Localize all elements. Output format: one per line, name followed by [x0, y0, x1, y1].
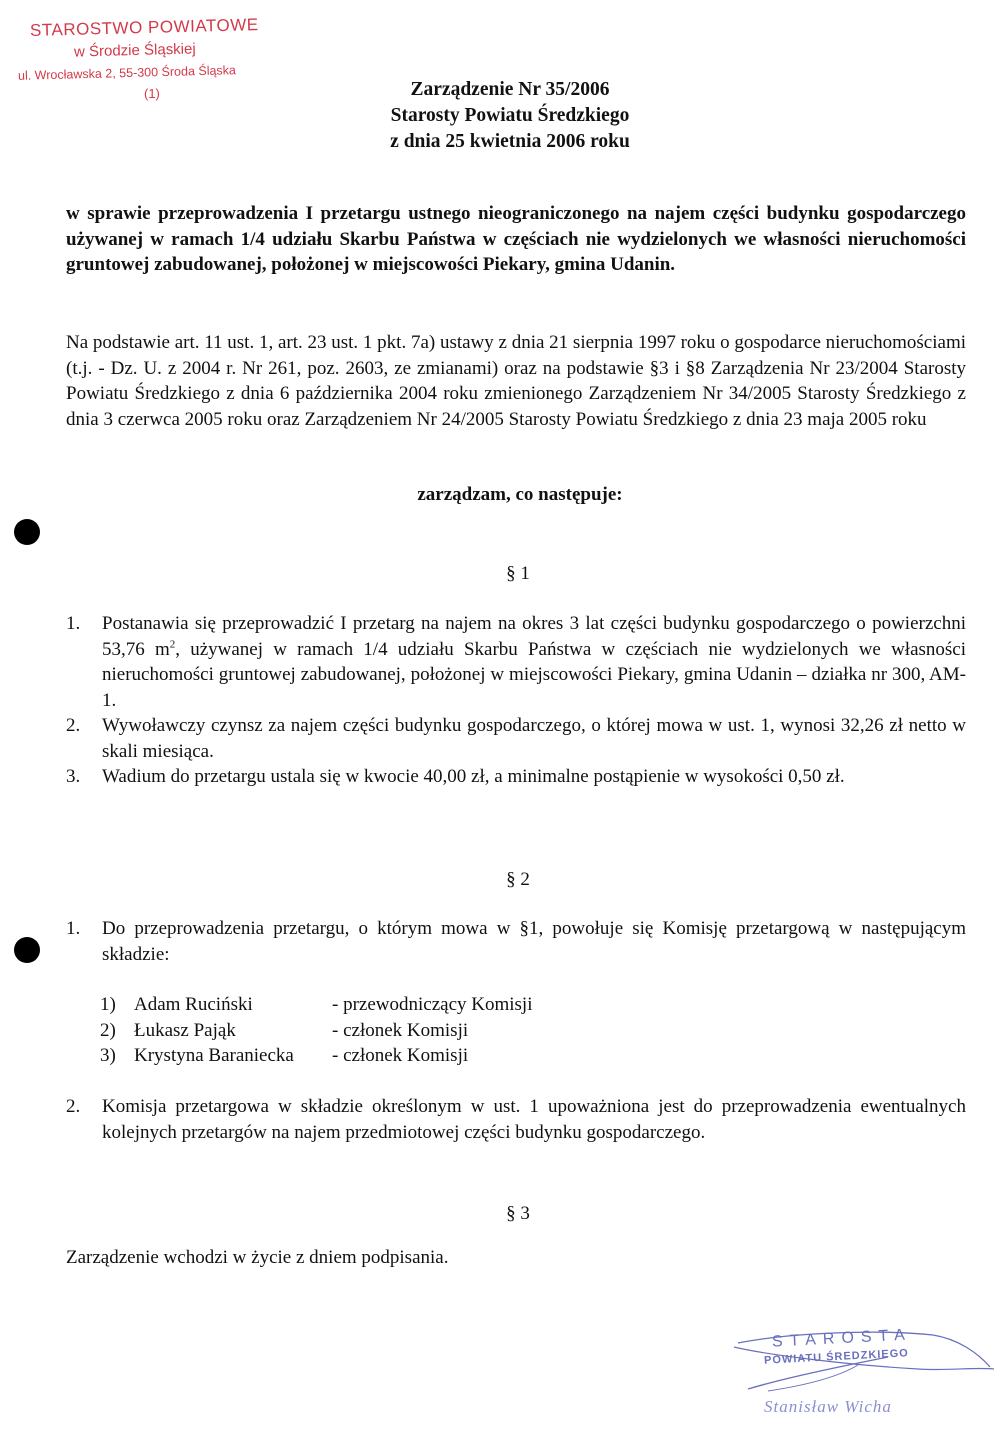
stamp-line-office: STAROSTWO POWIATOWE	[29, 15, 259, 40]
list-item	[66, 713, 966, 764]
section-1-list	[66, 611, 966, 790]
signature-title: STAROSTA	[771, 1326, 913, 1351]
section-2-mark: § 2	[506, 869, 530, 890]
member-name: Adam Ruciński	[134, 994, 253, 1015]
section-1-mark: § 1	[506, 563, 530, 584]
member-role: - członek Komisji	[332, 1019, 469, 1041]
item-number: 1.	[66, 918, 81, 939]
item-text: Postanawia się przeprowadzić I przetarg na najem na okres 3 lat części budynku gospodarczego o powierzchni 53,76 m	[102, 613, 966, 660]
committee-members	[100, 992, 532, 1069]
section-3-mark: § 3	[506, 1203, 530, 1224]
item-number: 2.	[66, 715, 81, 736]
member-row	[100, 992, 532, 1018]
item-text: Wadium do przetargu ustala się w kwocie 40,00 zł, a minimalne postąpienie w wysokości 0,50 zł.	[102, 766, 845, 787]
punch-hole	[14, 519, 40, 545]
list-item	[66, 1094, 966, 1145]
stamp-line-city: w Środzie Śląskiej	[73, 40, 196, 61]
decree-phrase: zarządzam, co następuje:	[417, 484, 623, 505]
member-row	[100, 1043, 532, 1069]
legal-basis: Na podstawie art. 11 ust. 1, art. 23 ust. 1 pkt. 7a) ustawy z dnia 21 sierpnia 1997 roku o gospodarce nieruchomościami (t.j. - Dz. U. z 2004 r. Nr 261, poz. 2603, ze zmianami) oraz na podstawie §3 i §8 Zarządzenia Nr 23/2004 Starosty Powiatu Średzkiego z dnia 6 października 2004 roku zmienionego Zarządzeniem Nr 34/2005 Starosty Średzkiego z dnia 3 czerwca 2005 roku oraz Zarządzeniem Nr 24/2005 Starosty Powiatu Średzkiego z dnia 23 maja 2005 roku	[66, 332, 967, 430]
list-item	[66, 764, 966, 790]
signatory-name: Stanisław Wicha	[764, 1397, 892, 1416]
signature-office: POWIATU ŚREDZKIEGO	[763, 1347, 910, 1367]
superscript: 2	[169, 638, 176, 651]
punch-hole	[14, 937, 40, 963]
section-2-list	[66, 916, 966, 967]
member-number: 2)	[100, 1019, 116, 1041]
item-number: 1.	[66, 613, 81, 634]
list-item	[66, 916, 966, 967]
member-name: Łukasz Pająk	[134, 1019, 236, 1041]
stamp-line-number: (1)	[144, 86, 160, 101]
item-text: Wywoławczy czynsz za najem części budynku gospodarczego, o której mowa w ust. 1, wynosi 32,26 zł netto w skali miesiąca.	[102, 715, 966, 762]
item-text: Komisja przetargowa w składzie określonym w ust. 1 upoważniona jest do przeprowadzenia ewentualnych kolejnych przetargów na najem przedmiotowej części budynku gospodarczego.	[102, 1096, 966, 1143]
member-name: Krystyna Baraniecka	[134, 1045, 294, 1066]
document-title: Zarządzenie Nr 35/2006	[410, 79, 610, 100]
member-number: 1)	[100, 994, 116, 1015]
item-number: 2.	[66, 1096, 81, 1117]
item-number: 3.	[66, 766, 81, 787]
stamp-line-address: ul. Wrocławska 2, 55-300 Środa Śląska	[17, 63, 237, 83]
list-item	[66, 611, 966, 713]
effective-clause: Zarządzenie wchodzi w życie z dniem podpisania.	[66, 1247, 449, 1268]
member-role: - członek Komisji	[332, 1045, 469, 1066]
member-number: 3)	[100, 1045, 116, 1066]
document-header	[250, 77, 770, 155]
document-date: z dnia 25 kwietnia 2006 roku	[390, 131, 630, 152]
section-2-list-continued	[66, 1094, 966, 1145]
document-issuer: Starosty Powiatu Średzkiego	[390, 105, 630, 126]
member-row	[100, 1018, 532, 1044]
member-role: - przewodniczący Komisji	[332, 994, 533, 1015]
signature-stamp	[728, 1325, 996, 1435]
item-text: Do przeprowadzenia przetargu, o którym mowa w §1, powołuje się Komisję przetargową w następującym składzie:	[102, 918, 966, 965]
document-subject: w sprawie przeprowadzenia I przetargu ustnego nieograniczonego na najem części budynku gospodarczego używanej w ramach 1/4 udziału Skarbu Państwa w częściach nie wydzielonych we własności nieruchomości gruntowej zabudowanej, położonej w miejscowości Piekary, gmina Udanin.	[66, 203, 966, 275]
item-text: , używanej w ramach 1/4 udziału Skarbu Państwa w częściach nie wydzielonych we własności nieruchomości gruntowej zabudowanej, położonej w miejscowości Piekary, gmina Udanin – działka nr 300, AM-1.	[102, 638, 966, 711]
